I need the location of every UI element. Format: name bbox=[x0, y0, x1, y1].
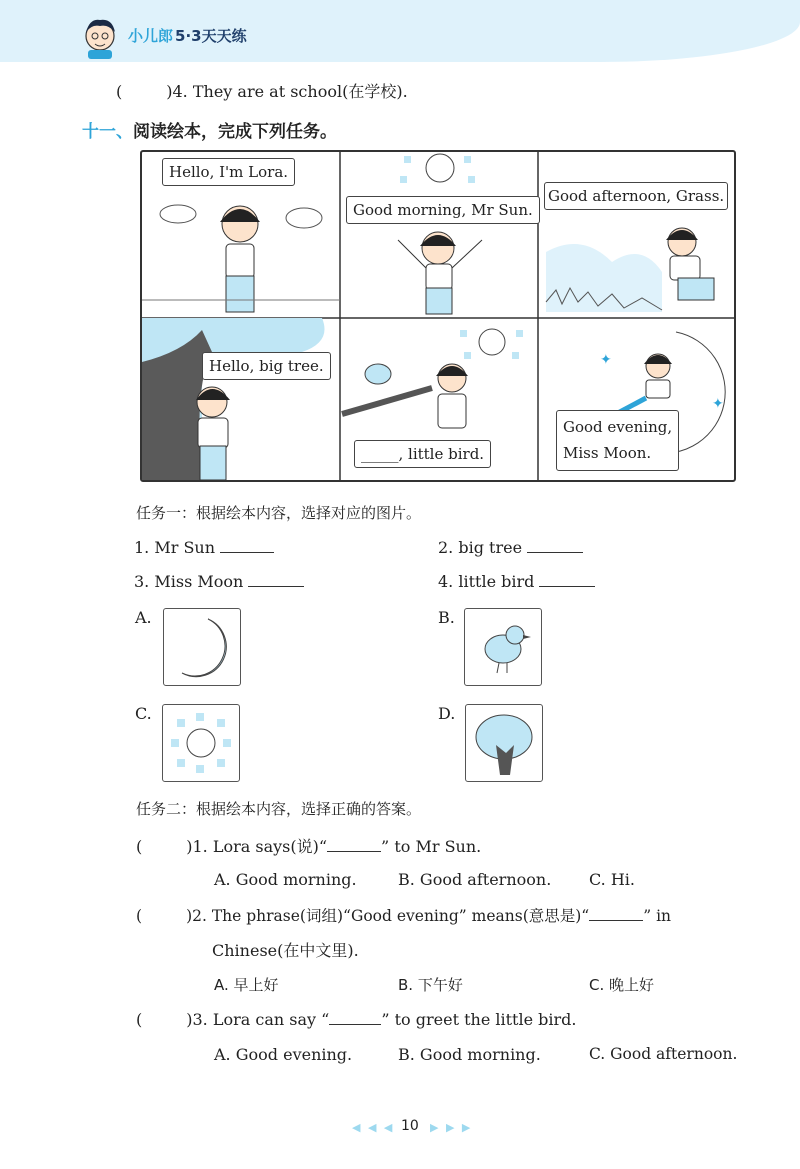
panel2-girl bbox=[398, 232, 482, 314]
answer-blank[interactable] bbox=[539, 586, 595, 587]
section-title: 阅读绘本，完成下列任务。 bbox=[133, 122, 337, 142]
task2-q1 bbox=[136, 834, 481, 857]
bubble-panel4: Hello, big tree. bbox=[202, 352, 331, 380]
q1-stem-a: )1. Lora says(说)“ bbox=[186, 837, 328, 856]
panel3-grass bbox=[546, 244, 662, 312]
section-heading bbox=[82, 117, 337, 142]
q1-choice-a[interactable]: A. Good morning. bbox=[214, 870, 357, 889]
bubble-panel6-line1: Good evening, bbox=[563, 418, 673, 436]
task1-item4-label: 4. little bird bbox=[438, 572, 535, 591]
panel4-tree bbox=[142, 318, 325, 480]
page-number: 10 bbox=[401, 1118, 419, 1134]
task2-q2 bbox=[136, 904, 671, 926]
q3-stem-b: ” to greet the little bird. bbox=[381, 1010, 577, 1029]
footer-left-arrows: ◀ ◀ ◀ bbox=[352, 1121, 395, 1134]
option-c-label: C. bbox=[135, 704, 152, 723]
q1-choice-c[interactable]: C. Hi. bbox=[589, 870, 635, 889]
bubble-panel6-line2: Miss Moon. bbox=[563, 443, 652, 462]
task2-q3 bbox=[136, 1010, 576, 1029]
svg-text:✦: ✦ bbox=[600, 352, 612, 368]
mascot-icon bbox=[78, 14, 124, 60]
task1-item4 bbox=[438, 572, 595, 591]
bubble-panel3: Good afternoon, Grass. bbox=[544, 182, 728, 210]
task1-title: 任务一：根据绘本内容，选择对应的图片。 bbox=[136, 504, 422, 522]
q2-stem-b: ” in bbox=[643, 907, 672, 925]
panel5-bird bbox=[342, 364, 432, 414]
answer-blank[interactable] bbox=[527, 552, 583, 553]
paren-open: ( bbox=[136, 907, 143, 925]
section-number: 十一、 bbox=[82, 122, 133, 142]
option-a-box[interactable] bbox=[163, 608, 241, 686]
task1-item3 bbox=[134, 572, 304, 591]
footer-right-arrows: ▶ ▶ ▶ bbox=[430, 1121, 473, 1134]
q2-choice-a[interactable]: A. 早上好 bbox=[214, 976, 279, 994]
answer-blank[interactable] bbox=[589, 920, 643, 921]
answer-blank[interactable] bbox=[220, 552, 274, 553]
option-a-label: A. bbox=[135, 608, 152, 627]
answer-blank[interactable] bbox=[329, 1024, 381, 1025]
bubble-panel5: _____, little bird. bbox=[354, 440, 491, 468]
q2-stem-a: )2. The phrase(词组)“Good evening” means(意思是)“ bbox=[186, 907, 590, 925]
q2-stem-c: Chinese(在中文里). bbox=[212, 941, 359, 960]
q3-choice-b[interactable]: B. Good morning. bbox=[398, 1045, 541, 1064]
panel5-sun bbox=[460, 329, 523, 359]
option-b-label: B. bbox=[438, 608, 455, 627]
option-d-label: D. bbox=[438, 704, 456, 723]
brand-cn: 小儿郎 bbox=[128, 27, 174, 45]
answer-blank[interactable] bbox=[327, 851, 381, 852]
prev-item-text: 4. They are at school(在学校). bbox=[172, 82, 408, 101]
task1-item2-label: 2. big tree bbox=[438, 538, 523, 557]
bubble-panel1: Hello, I'm Lora. bbox=[162, 158, 295, 186]
bird-icon bbox=[465, 609, 540, 684]
q1-choice-b[interactable]: B. Good afternoon. bbox=[398, 870, 552, 889]
comic-strip bbox=[140, 150, 736, 482]
moon-icon bbox=[164, 609, 239, 684]
task1-item3-label: 3. Miss Moon bbox=[134, 572, 244, 591]
tree-icon bbox=[466, 705, 541, 780]
q3-stem-a: )3. Lora can say “ bbox=[186, 1010, 330, 1029]
paren-open: ( bbox=[136, 837, 143, 856]
task1-item2 bbox=[438, 538, 583, 557]
task1-item1 bbox=[134, 538, 274, 557]
q3-choice-c[interactable]: C. Good afternoon. bbox=[589, 1045, 738, 1063]
q2-choice-c[interactable]: C. 晚上好 bbox=[589, 976, 655, 994]
option-d-box[interactable] bbox=[465, 704, 543, 782]
bubble-panel6 bbox=[556, 410, 679, 471]
panel1-girl bbox=[220, 206, 260, 312]
panel5-girl bbox=[436, 364, 468, 428]
panel3-girl bbox=[666, 228, 714, 300]
svg-text:✦: ✦ bbox=[712, 396, 724, 412]
task1-item1-label: 1. Mr Sun bbox=[134, 538, 216, 557]
option-b-box[interactable] bbox=[464, 608, 542, 686]
option-c-box[interactable] bbox=[162, 704, 240, 782]
paren-close: ) bbox=[166, 82, 173, 101]
q2-choice-b[interactable]: B. 下午好 bbox=[398, 976, 463, 994]
brand-title bbox=[128, 25, 247, 46]
panel4-girl bbox=[196, 387, 230, 480]
sun-icon bbox=[163, 705, 238, 780]
q3-choice-a[interactable]: A. Good evening. bbox=[214, 1045, 353, 1064]
paren-open: ( bbox=[136, 1010, 143, 1029]
q1-stem-b: ” to Mr Sun. bbox=[381, 837, 482, 856]
panel6-girl bbox=[616, 354, 672, 414]
answer-blank[interactable] bbox=[248, 586, 304, 587]
task2-title: 任务二：根据绘本内容，选择正确的答案。 bbox=[136, 800, 422, 818]
bubble-panel2: Good morning, Mr Sun. bbox=[346, 196, 540, 224]
prev-item bbox=[116, 79, 408, 102]
panel2-sun bbox=[400, 154, 475, 183]
paren-open: ( bbox=[116, 82, 123, 101]
brand-rest: 5·3天天练 bbox=[175, 27, 247, 45]
